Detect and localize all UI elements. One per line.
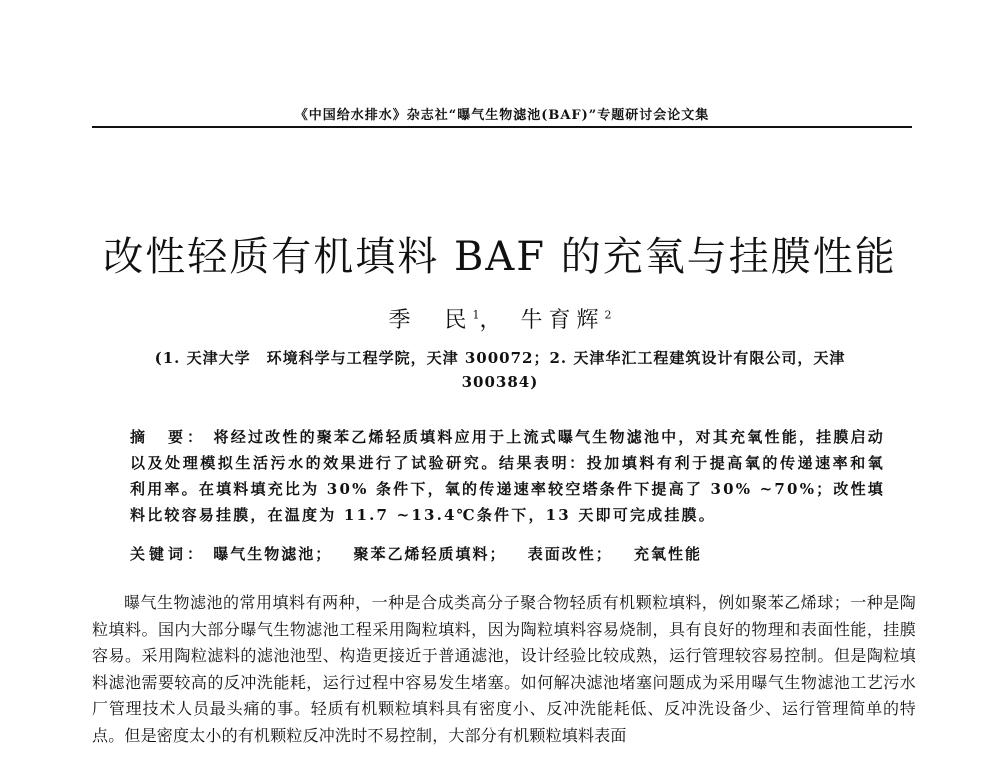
keyword-item: 聚苯乙烯轻质填料； (353, 545, 507, 563)
abstract-label: 摘 要： (130, 428, 207, 446)
paper-title: 改性轻质有机填料 BAF 的充氧与挂膜性能 (103, 234, 897, 280)
keywords (130, 541, 885, 567)
abstract-text: 将经过改性的聚苯乙烯轻质填料应用于上流式曝气生物滤池中，对其充氧性能，挂膜启动以及处理模拟生活污水的效果进行了试验研究。结果表明：投加填料有利于提高氧的传递速率和氧利用率。在填料填充比为 30% 条件下，氧的传递速率较空塔条件下提高了 30% ~70%；改性填料比较容易挂膜，在温度为 11.7 ~13.4℃条件下，13 天即可完成挂膜。 (130, 428, 885, 524)
keywords-label: 关键词： (130, 545, 207, 563)
author-2-affil-mark: 2 (604, 308, 612, 322)
abstract (130, 424, 885, 528)
author-separator: ， (479, 308, 508, 333)
author-1: 季 民 (388, 308, 473, 333)
author-2: 牛育辉 (520, 308, 605, 333)
running-header: 《中国给水排水》杂志社“曝气生物滤池(BAF)”专题研讨会论文集 (294, 108, 710, 123)
author-1-affil-mark: 1 (472, 308, 480, 322)
affiliation: (1. 天津大学 环境科学与工程学院，天津 300072；2. 天津华汇工程建筑设计有限公司，天津 300384) (154, 349, 846, 391)
header-rule (92, 126, 912, 128)
keyword-item: 曝气生物滤池； (213, 545, 333, 563)
keyword-item: 表面改性； (527, 545, 613, 563)
keyword-item: 充氧性能 (634, 545, 703, 563)
author-line (200, 303, 800, 334)
body-paragraph: 曝气生物滤池的常用填料有两种，一种是合成类高分子聚合物轻质有机颗粒填料，例如聚苯乙烯球；一种是陶粒填料。国内大部分曝气生物滤池工程采用陶粒填料，因为陶粒填料容易烧制，具有良好的物理和表面性能，挂膜容易。采用陶粒滤料的滤池池型、构造更接近于普通滤池，设计经验比较成熟，运行管理较容易控制。但是陶粒填料滤池需要较高的反冲洗能耗，运行过程中容易发生堵塞。如何解决滤池堵塞问题成为采用曝气生物滤池工艺污水厂管理技术人员最头痛的事。轻质有机颗粒填料具有密度小、反冲洗能耗低、反冲洗设备少、运行管理简单的特点。但是密度太小的有机颗粒反冲洗时不易控制，大部分有机颗粒填料表面 (92, 593, 916, 745)
